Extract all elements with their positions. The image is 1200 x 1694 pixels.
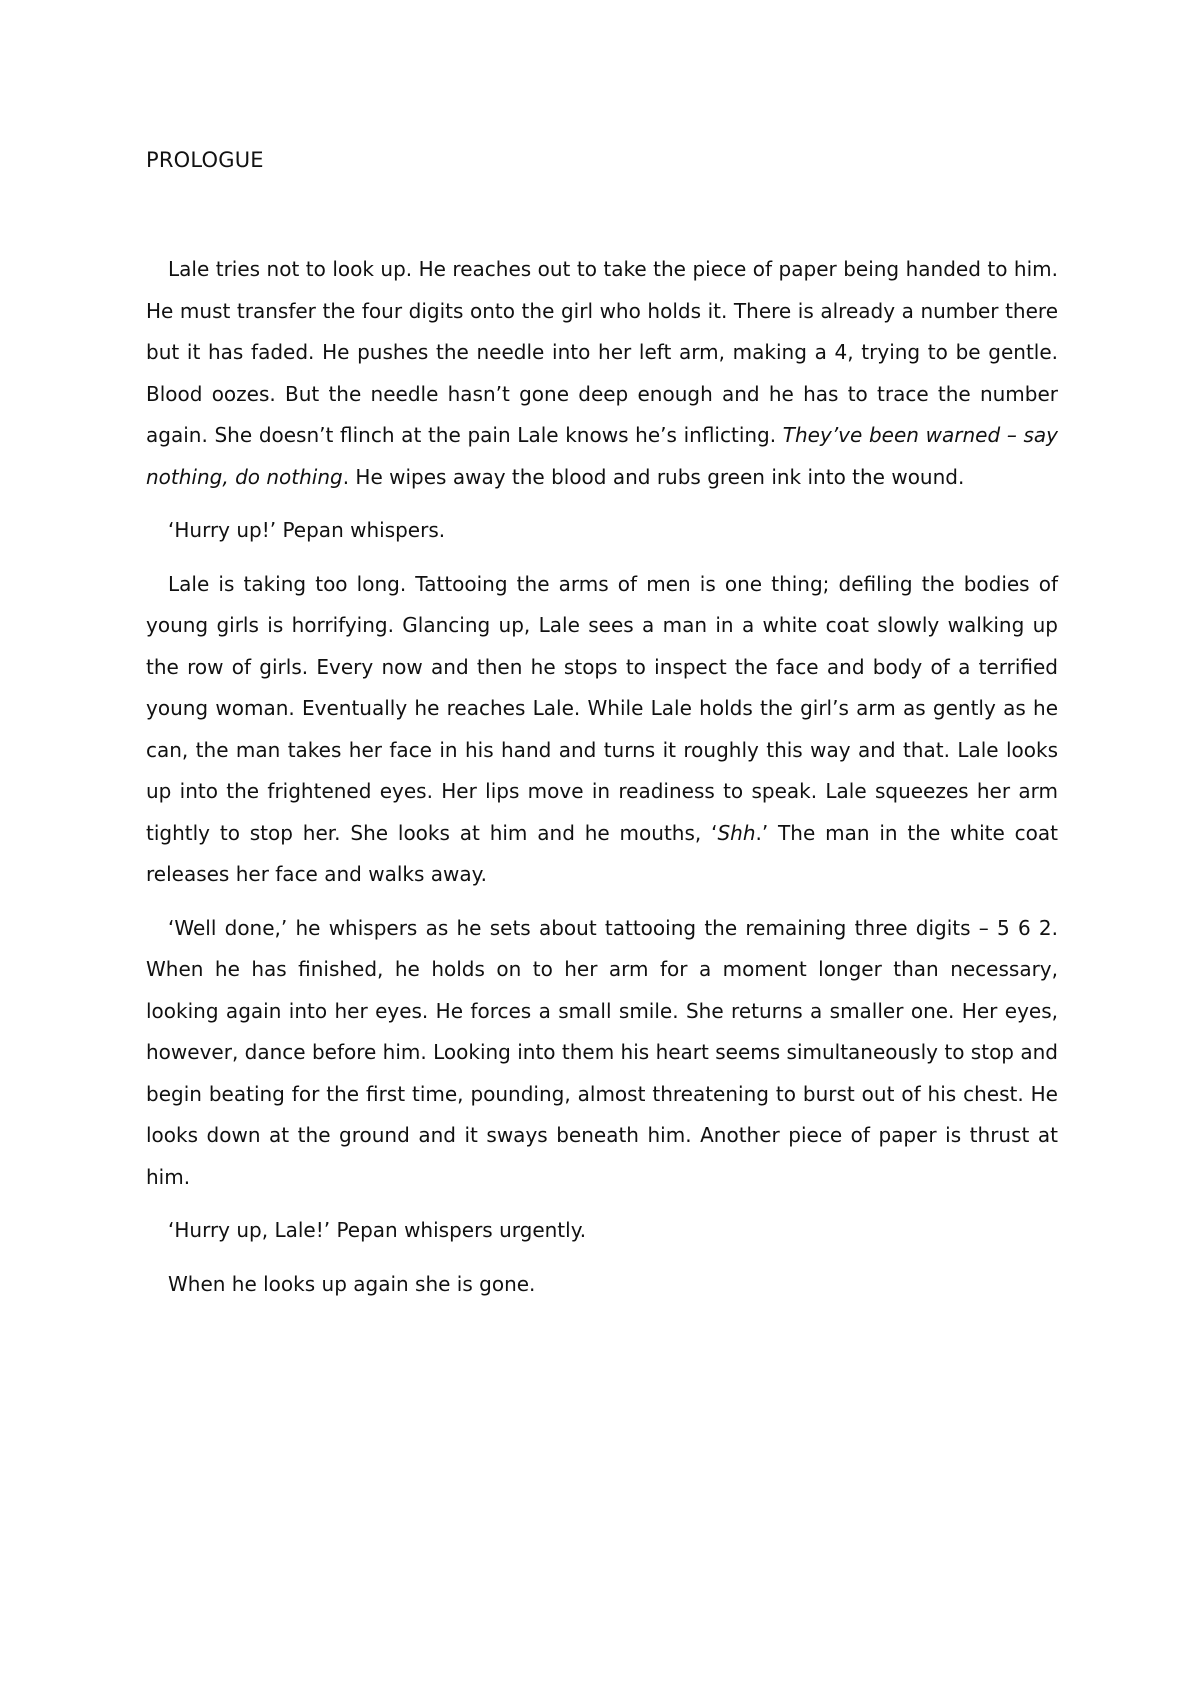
paragraph: ‘Well done,’ he whispers as he sets about tattooing the remaining three digits – 5 6 2. When he has finished, he holds on to her arm for a moment longer than necessary, looking again into her eyes. He forces a small smile. She returns a smaller one. Her eyes, however, dance before him. Looking into them his heart seems simultaneously to stop and begin beating for the first time, pounding, almost threatening to burst out of his chest. He looks down at the ground and it sways beneath him. Another piece of paper is thrust at him. — [146, 915, 1058, 1189]
paragraph-text: Lale is taking too long. Tattooing the arms of men is one thing; defiling the bodies of young girls is horrifying. Glancing up, Lale sees a man in a white coat slowly walking up the row of girls. Every now and then he stops to inspect the face and body of a terrified young woman. Eventually he reaches Lale. While Lale holds the girl’s arm as gently as he can, the man takes her face in his hand and turns it roughly this way and that. Lale looks up into the frightened eyes. Her lips move in readiness to speak. Lale squeezes her arm tightly to stop her. She looks at him and he mouths, ‘ — [146, 571, 1058, 845]
document-body — [146, 249, 1058, 1305]
italic-text: They’ve been warned – say nothing, do nothing — [146, 423, 1058, 489]
paragraph: ‘Hurry up!’ Pepan whispers. — [168, 518, 446, 542]
chapter-heading: PROLOGUE — [146, 148, 264, 172]
paragraph-text: Lale tries not to look up. He reaches out to take the piece of paper being handed to him. He must transfer the four digits onto the girl who holds it. There is already a number there but it has faded. He pushes the needle into her left arm, making a 4, trying to be gentle. Blood oozes. But the needle hasn’t gone deep enough and he has to trace the number again. She doesn’t flinch at the pain Lale knows he’s inflicting. — [146, 257, 1058, 447]
paragraph — [146, 249, 1058, 498]
paragraph-text: . He wipes away the blood and rubs green ink into the wound. — [342, 464, 965, 489]
paragraph-text: .’ The man in the white coat releases her face and walks away. — [146, 820, 1059, 886]
italic-text: Shh — [717, 820, 756, 845]
paragraph — [146, 564, 1058, 896]
paragraph: When he looks up again she is gone. — [168, 1271, 536, 1296]
paragraph: ‘Hurry up, Lale!’ Pepan whispers urgently. — [168, 1218, 587, 1242]
